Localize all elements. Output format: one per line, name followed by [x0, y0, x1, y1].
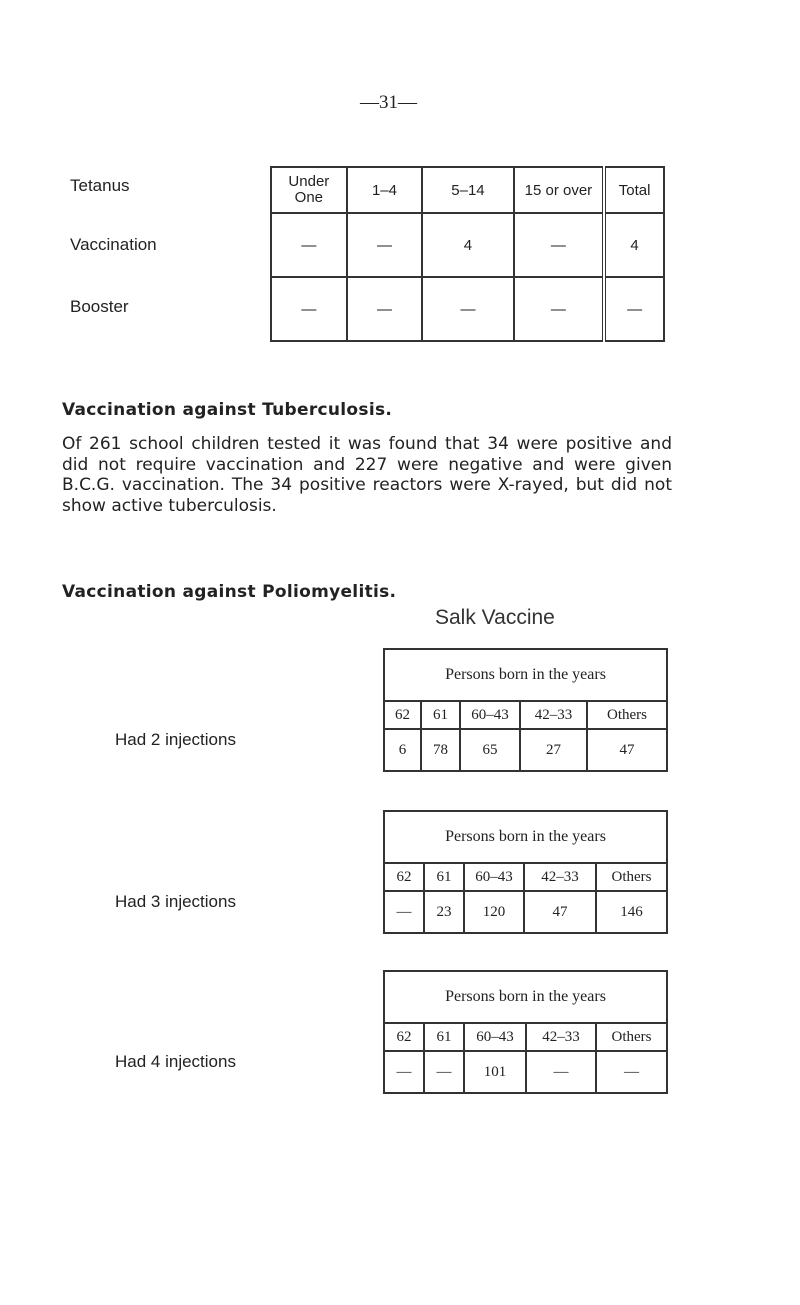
table-header-cell: 62: [384, 863, 424, 891]
table-cell: —: [604, 277, 664, 341]
tetanus-title: Tetanus: [70, 176, 130, 195]
tuberculosis-heading: Vaccination against Tuberculosis.: [62, 400, 393, 420]
table-header-cell: 42–33: [526, 1023, 596, 1051]
polio-heading: Vaccination against Poliomyelitis.: [62, 582, 397, 602]
table-cell: —: [422, 277, 513, 341]
vaccination-row-label: Vaccination: [70, 235, 157, 254]
table-cell: 101: [464, 1051, 526, 1093]
tetanus-header-cell: Under One: [271, 167, 347, 213]
table-cell: —: [596, 1051, 667, 1093]
table-cell: —: [514, 277, 605, 341]
table-header-cell: 60–43: [464, 1023, 526, 1051]
table-header-cell: Others: [596, 1023, 667, 1051]
tetanus-booster-row: [271, 277, 664, 341]
polio-table-label: Had 4 injections: [115, 1052, 236, 1071]
table-cell: 6: [384, 729, 421, 771]
table-header-cell: 61: [421, 701, 460, 729]
polio-table-label: Had 2 injections: [115, 730, 236, 749]
polio-table-2-injections: [383, 648, 668, 772]
table-caption: Persons born in the years: [384, 971, 667, 1023]
table-header-cell: 61: [424, 1023, 464, 1051]
table-cell: —: [271, 213, 347, 277]
table-header-cell: 61: [424, 863, 464, 891]
table-cell: —: [384, 891, 424, 933]
table-header-cell: 62: [384, 701, 421, 729]
table-cell: 47: [587, 729, 667, 771]
table-header-cell: 42–33: [524, 863, 596, 891]
page-number: —31—: [360, 92, 417, 113]
table-cell: —: [514, 213, 605, 277]
table-cell: —: [271, 277, 347, 341]
table-cell: 120: [464, 891, 524, 933]
tetanus-table: [270, 166, 665, 342]
salk-vaccine-subheading: Salk Vaccine: [435, 606, 555, 629]
polio-table-3-injections: [383, 810, 668, 934]
table-cell: —: [347, 277, 423, 341]
tetanus-header-row: [271, 167, 664, 213]
tetanus-header-cell: 5–14: [422, 167, 513, 213]
polio-table-4-injections: [383, 970, 668, 1094]
tetanus-header-cell: Total: [604, 167, 664, 213]
table-cell: —: [526, 1051, 596, 1093]
table-header-cell: 60–43: [464, 863, 524, 891]
table-cell: —: [347, 213, 423, 277]
table-header-cell: 42–33: [520, 701, 587, 729]
table-cell: 65: [460, 729, 520, 771]
table-caption: Persons born in the years: [384, 649, 667, 701]
table-cell: 4: [604, 213, 664, 277]
table-cell: 23: [424, 891, 464, 933]
polio-table-label: Had 3 injections: [115, 892, 236, 911]
table-caption: Persons born in the years: [384, 811, 667, 863]
table-cell: 146: [596, 891, 667, 933]
table-header-cell: 60–43: [460, 701, 520, 729]
tetanus-header-cell: 15 or over: [514, 167, 605, 213]
table-cell: 27: [520, 729, 587, 771]
table-header-cell: 62: [384, 1023, 424, 1051]
table-cell: 78: [421, 729, 460, 771]
booster-row-label: Booster: [70, 297, 129, 316]
tuberculosis-paragraph: Of 261 school children tested it was found that 34 were positive and did not require vaccination and 227 were negative and were given B.C.G. vaccination. The 34 positive reactors were X-rayed, but did not show active tuberculosis.: [62, 434, 672, 516]
tetanus-vaccination-row: [271, 213, 664, 277]
table-cell: —: [384, 1051, 424, 1093]
table-cell: 4: [422, 213, 513, 277]
table-header-cell: Others: [587, 701, 667, 729]
table-header-cell: Others: [596, 863, 667, 891]
tetanus-header-cell: 1–4: [347, 167, 423, 213]
table-cell: 47: [524, 891, 596, 933]
table-cell: —: [424, 1051, 464, 1093]
